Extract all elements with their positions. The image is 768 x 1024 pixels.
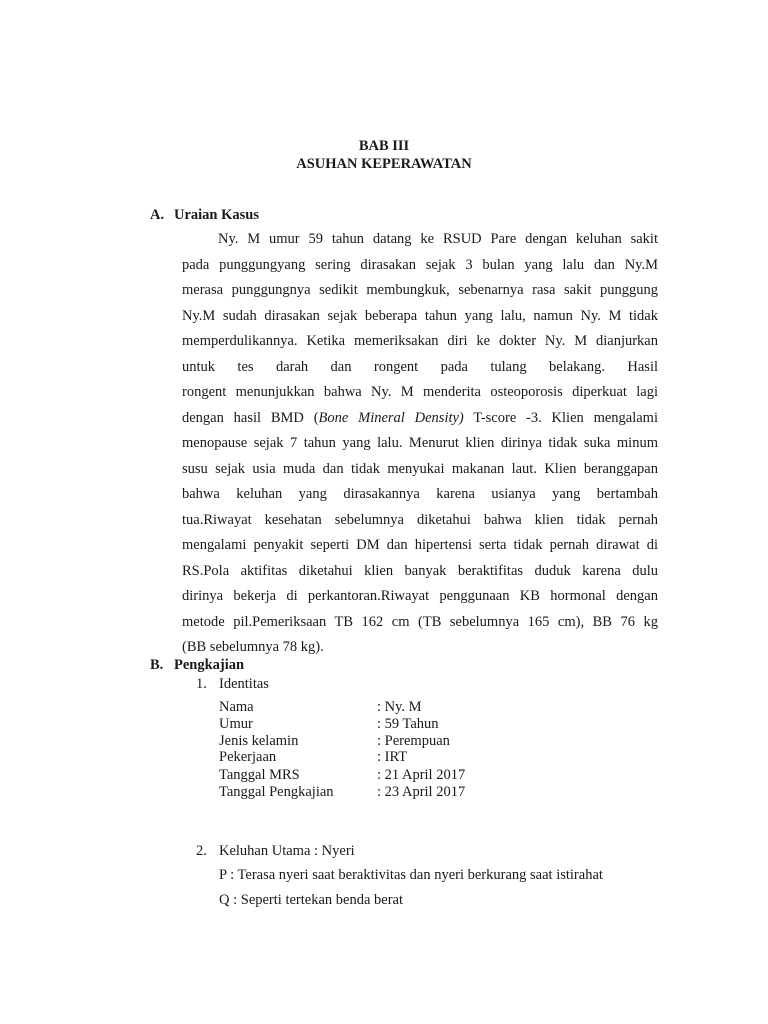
paragraph-line: Ny.M sudah dirasakan sejak beberapa tahun yang lalu, namun Ny. M tidak (182, 307, 658, 324)
paragraph-line: Ny. M umur 59 tahun datang ke RSUD Pare dengan keluhan sakit (218, 231, 658, 247)
section-a-title: Uraian Kasus (174, 207, 260, 223)
chapter-title: BAB III (358, 138, 410, 154)
paragraph-line: mengalami penyakit seperti DM dan hipertensi serta tidak pernah dirawat di (182, 537, 658, 553)
section-b-marker: B. (150, 657, 164, 673)
paragraph-line: bahwa keluhan yang dirasakannya karena usianya yang bertambah (182, 486, 658, 502)
paragraph-line: tua.Riwayat kesehatan sebelumnya diketahui bahwa klien tidak pernah (182, 511, 658, 528)
item-2-number: 2. (196, 843, 207, 859)
item-2-title: Keluhan Utama : Nyeri (219, 843, 355, 859)
pain-p-line: P : Terasa nyeri saat beraktivitas dan nyeri berkurang saat istirahat (219, 867, 603, 883)
identity-value: : 23 April 2017 (377, 784, 466, 800)
bmd-prefix: dengan hasil BMD ( (182, 409, 319, 426)
paragraph-line: rongent menunjukkan bahwa Ny. M menderita osteoporosis diperkuat lagi (182, 384, 658, 400)
item-1-number: 1. (196, 676, 207, 692)
identity-label: Jenis kelamin (219, 733, 299, 749)
pain-q-line: Q : Seperti tertekan benda berat (219, 892, 403, 908)
section-a-marker: A. (150, 207, 165, 223)
paragraph-line: dirinya bekerja di perkantoran.Riwayat penggunaan KB hormonal dengan (182, 588, 658, 604)
section-b-title: Pengkajian (174, 657, 245, 673)
identity-label: Nama (219, 699, 254, 715)
chapter-subtitle: ASUHAN KEPERAWATAN (296, 156, 472, 172)
paragraph-line: metode pil.Pemeriksaan TB 162 cm (TB sebelumnya 165 cm), BB 76 kg (182, 613, 658, 630)
bmd-rest: T-score -3. Klien mengalami (463, 409, 658, 426)
bmd-italic: Bone Mineral Density) (318, 409, 464, 426)
paragraph-line: (BB sebelumnya 78 kg). (182, 639, 324, 655)
identity-label: Tanggal Pengkajian (219, 784, 334, 800)
paragraph-line: untuk tes darah dan rongent pada tulang belakang. Hasil (182, 358, 658, 375)
item-1-title: Identitas (219, 676, 269, 692)
identity-label: Pekerjaan (219, 749, 277, 765)
identity-value: : 21 April 2017 (377, 767, 466, 783)
paragraph-line: RS.Pola aktifitas diketahui klien banyak beraktifitas duduk karena dulu (182, 562, 658, 579)
identity-label: Umur (219, 716, 253, 732)
identity-value: : Perempuan (377, 733, 450, 749)
identity-value: : Ny. M (377, 699, 422, 715)
paragraph-line: menopause sejak 7 tahun yang lalu. Menurut klien dirinya tidak suka minum (182, 435, 658, 451)
identity-value: : 59 Tahun (377, 716, 439, 732)
paragraph-line: susu sejak usia muda dan tidak menyukai makanan laut. Klien beranggapan (182, 460, 658, 477)
paragraph-line: merasa punggungnya sedikit membungkuk, sebenarnya rasa sakit punggung (182, 282, 658, 298)
paragraph-line-bmd (182, 406, 658, 432)
case-description-paragraph (182, 227, 658, 661)
paragraph-line: pada punggungyang sering dirasakan sejak 3 bulan yang lalu dan Ny.M (182, 256, 658, 273)
identity-value: : IRT (377, 749, 408, 765)
paragraph-line: memperdulikannya. Ketika memeriksakan diri ke dokter Ny. M dianjurkan (182, 333, 658, 349)
identity-label: Tanggal MRS (219, 767, 300, 783)
